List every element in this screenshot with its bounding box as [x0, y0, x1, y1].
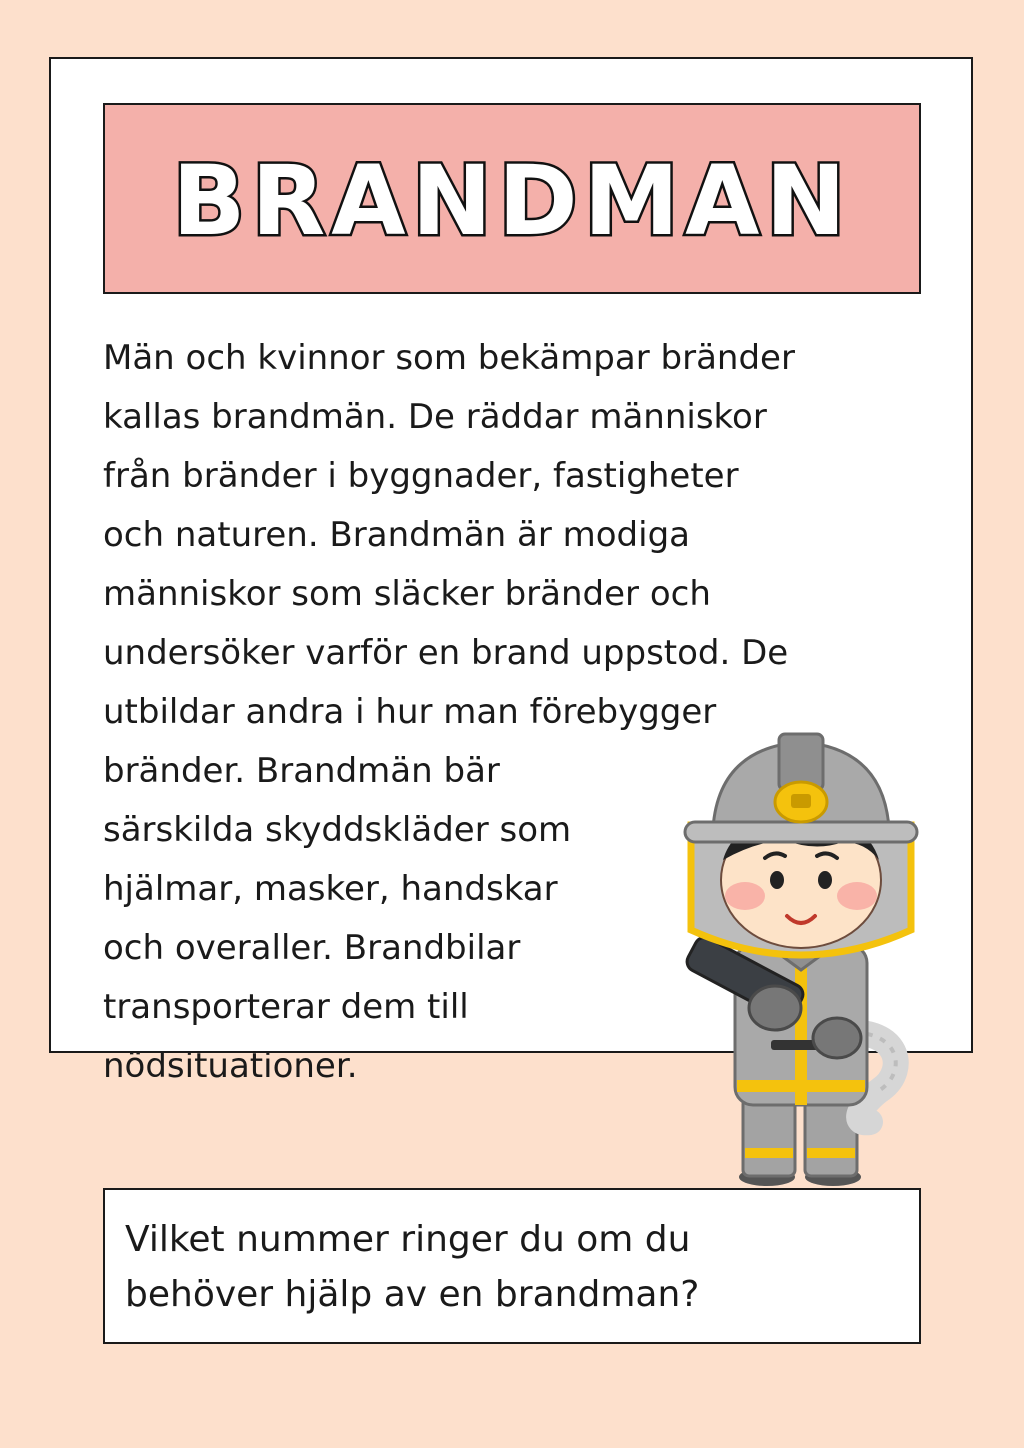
body-line: och overaller. Brandbilar	[103, 928, 521, 968]
question-box	[103, 1188, 921, 1344]
right-glove	[813, 1018, 861, 1058]
body-line: nödsituationer.	[103, 1046, 358, 1086]
left-glove	[749, 986, 801, 1030]
body-line: Män och kvinnor som bekämpar bränder	[103, 338, 795, 378]
firefighter-illustration	[675, 730, 935, 1190]
body-line: hjälmar, masker, handskar	[103, 869, 558, 909]
body-line: transporterar dem till	[103, 987, 469, 1027]
body-line: undersöker varför en brand uppstod. De	[103, 633, 789, 673]
left-leg	[743, 1098, 795, 1176]
question-line: Vilket nummer ringer du om du	[125, 1219, 691, 1260]
question-text	[125, 1212, 699, 1322]
body-line: från bränder i byggnader, fastigheter	[103, 456, 739, 496]
body-line: kallas brandmän. De räddar människor	[103, 397, 767, 437]
body-line: människor som släcker bränder och	[103, 574, 711, 614]
body-line: utbildar andra i hur man förebygger	[103, 692, 717, 732]
helmet-brim	[685, 822, 917, 842]
body-line: och naturen. Brandmän är modiga	[103, 515, 690, 555]
page-title: BRANDMAN	[172, 144, 852, 257]
body-line: särskilda skyddskläder som	[103, 810, 572, 850]
body-line: bränder. Brandmän bär	[103, 751, 500, 791]
question-line: behöver hjälp av en brandman?	[125, 1274, 700, 1315]
title-banner	[103, 103, 921, 294]
